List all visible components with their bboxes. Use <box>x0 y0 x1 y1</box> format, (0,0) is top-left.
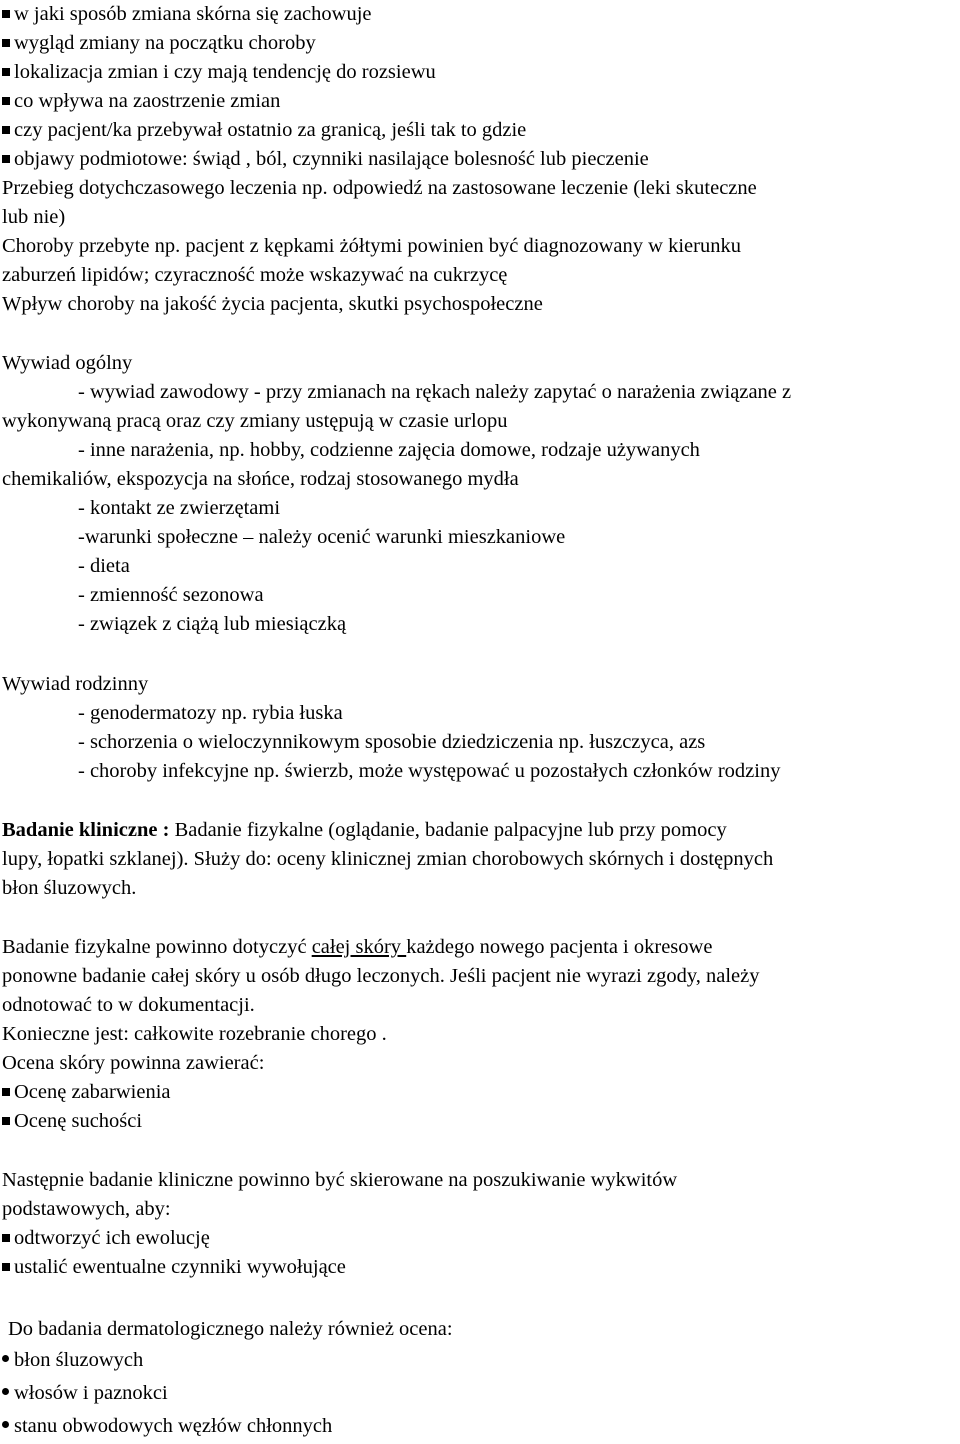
family-line: - choroby infekcyjne np. świerzb, może występować u pozostałych członków rodziny <box>78 760 781 782</box>
round-bullet-icon <box>2 1421 9 1428</box>
intro-bullet: co wpływa na zaostrzenie zmian <box>2 87 280 116</box>
exam-label: Badanie kliniczne : <box>2 819 170 841</box>
general-line: chemikaliów, ekspozycja na słońce, rodzaj stosowanego mydła <box>2 468 519 490</box>
intro-bullet: czy pacjent/ka przebywał ostatnio za granicą, jeśli tak to gdzie <box>2 116 526 145</box>
square-bullet-icon <box>2 1263 10 1271</box>
assessment-bullet: Ocenę zabarwienia <box>2 1078 171 1107</box>
square-bullet-icon <box>2 1117 10 1125</box>
square-bullet-icon <box>2 39 10 47</box>
intro-bullet: wygląd zmiany na początku choroby <box>2 29 316 58</box>
general-line: - dieta <box>78 555 130 577</box>
general-heading: Wywiad ogólny <box>2 352 133 374</box>
family-line: - schorzenia o wieloczynnikowym sposobie dziedziczenia np. łuszczyca, azs <box>78 731 706 753</box>
square-bullet-icon <box>2 126 10 134</box>
history-line: Wpływ choroby na jakość życia pacjenta, skutki psychospołeczne <box>2 293 543 315</box>
square-bullet-icon <box>2 1088 10 1096</box>
exam-line: Badanie kliniczne : Badanie fizykalne (oglądanie, badanie palpacyjne lub przy pomocy <box>2 819 727 841</box>
next-line: Następnie badanie kliniczne powinno być skierowane na poszukiwanie wykwitów <box>2 1169 678 1191</box>
square-bullet-icon <box>2 1234 10 1242</box>
round-bullet-icon <box>2 1388 9 1395</box>
assessment-bullet: Ocenę suchości <box>2 1107 142 1136</box>
history-line: Choroby przebyte np. pacjent z kępkami żółtymi powinien być diagnozowany w kierunku <box>2 235 741 257</box>
derm-bullet: włosów i paznokci <box>2 1379 168 1408</box>
general-line: - zmienność sezonowa <box>78 584 264 606</box>
exam-line: błon śluzowych. <box>2 877 137 899</box>
exam-line: lupy, łopatki szklanej). Służy do: oceny klinicznej zmian chorobowych skórnych i dostępnych <box>2 848 774 870</box>
general-line: - kontakt ze zwierzętami <box>78 497 281 519</box>
physical-line: ponowne badanie całej skóry u osób długo leczonych. Jeśli pacjent nie wyrazi zgody, należy <box>2 965 760 987</box>
history-line: zaburzeń lipidów; czyraczność może wskazywać na cukrzycę <box>2 264 508 286</box>
derm-bullet: stanu obwodowych węzłów chłonnych <box>2 1412 332 1441</box>
physical-line: odnotować to w dokumentacji. <box>2 994 255 1016</box>
goal-bullet: ustalić ewentualne czynniki wywołujące <box>2 1253 346 1282</box>
general-line: -warunki społeczne – należy ocenić warunki mieszkaniowe <box>78 526 566 548</box>
intro-bullet: objawy podmiotowe: świąd , ból, czynniki nasilające bolesność lub pieczenie <box>2 145 649 174</box>
family-line: - genodermatozy np. rybia łuska <box>78 702 343 724</box>
intro-bullet: lokalizacja zmian i czy mają tendencję do rozsiewu <box>2 58 436 87</box>
intro-bullet: w jaki sposób zmiana skórna się zachowuje <box>2 0 372 29</box>
history-line: lub nie) <box>2 206 66 228</box>
square-bullet-icon <box>2 155 10 163</box>
square-bullet-icon <box>2 10 10 18</box>
general-line: - inne narażenia, np. hobby, codzienne zajęcia domowe, rodzaje używanych <box>78 439 700 461</box>
history-line: Przebieg dotychczasowego leczenia np. odpowiedź na zastosowane leczenie (leki skuteczne <box>2 177 757 199</box>
derm-bullet: błon śluzowych <box>2 1346 143 1375</box>
general-line: - wywiad zawodowy - przy zmianach na rękach należy zapytać o narażenia związane z <box>78 381 792 403</box>
general-line: - związek z ciążą lub miesiączką <box>78 613 347 635</box>
square-bullet-icon <box>2 97 10 105</box>
family-heading: Wywiad rodzinny <box>2 673 149 695</box>
square-bullet-icon <box>2 68 10 76</box>
physical-line: Konieczne jest: całkowite rozebranie chorego . <box>2 1023 387 1045</box>
underlined-text: całej skóry <box>311 936 407 958</box>
physical-line: Ocena skóry powinna zawierać: <box>2 1052 265 1074</box>
next-line: podstawowych, aby: <box>2 1198 171 1220</box>
round-bullet-icon <box>2 1355 9 1362</box>
derm-line: Do badania dermatologicznego należy również ocena: <box>8 1318 453 1340</box>
general-line: wykonywaną pracą oraz czy zmiany ustępują w czasie urlopu <box>2 410 508 432</box>
physical-line: Badanie fizykalne powinno dotyczyć całej skóry każdego nowego pacjenta i okresowe <box>2 936 713 958</box>
goal-bullet: odtworzyć ich ewolucję <box>2 1224 210 1253</box>
